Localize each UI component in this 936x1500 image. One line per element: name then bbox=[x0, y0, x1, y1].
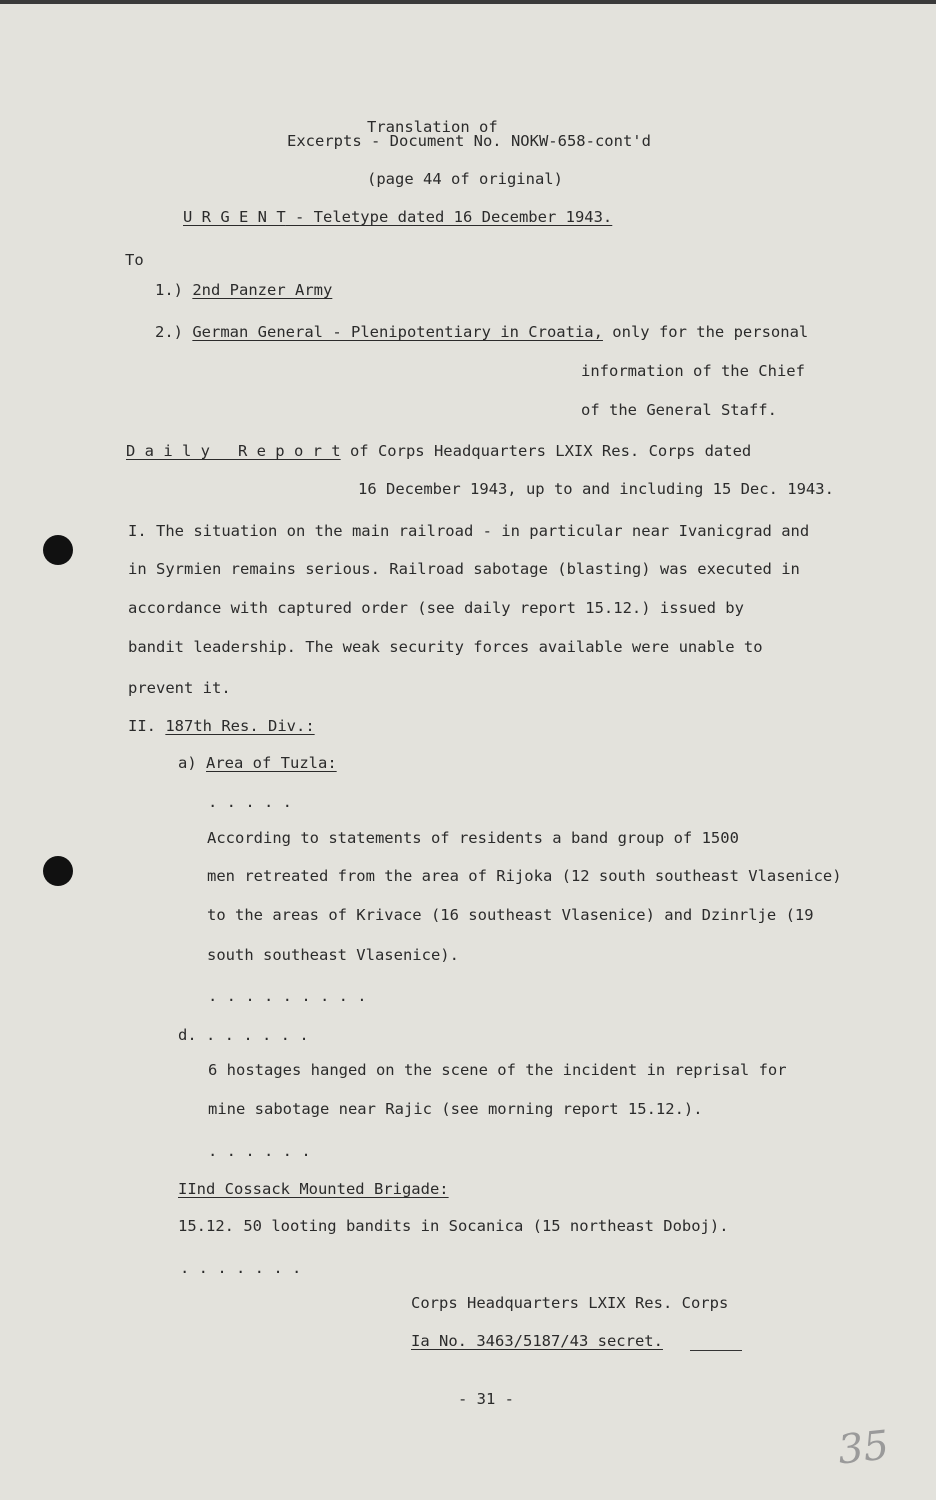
subsection-a-heading: Area of Tuzla: bbox=[206, 754, 337, 772]
addressee-1-name: 2nd Panzer Army bbox=[192, 281, 333, 299]
addressee-1-number: 1.) bbox=[155, 281, 183, 299]
scan-top-edge bbox=[0, 0, 936, 4]
page-number: - 31 - bbox=[458, 1390, 514, 1408]
daily-report-line bbox=[126, 441, 751, 461]
ellipsis-dots: . . . . . . . bbox=[180, 1259, 302, 1277]
ellipsis-dots: . . . . . . bbox=[208, 1142, 311, 1160]
section1-line: I. The situation on the main railroad - in particular near Ivanicgrad and bbox=[128, 522, 810, 540]
urgent-label: U R G E N T bbox=[183, 208, 286, 226]
section2-number: II. bbox=[128, 717, 156, 735]
section1-line: prevent it. bbox=[128, 679, 231, 697]
section1-line: in Syrmien remains serious. Railroad sabotage (blasting) was executed in bbox=[128, 560, 800, 578]
tuzla-paragraph-line: According to statements of residents a band group of 1500 bbox=[207, 829, 739, 847]
addressee-2-line3: of the General Staff. bbox=[581, 401, 777, 419]
section1-line: bandit leadership. The weak security forces available were unable to bbox=[128, 638, 763, 656]
section2-heading-line bbox=[128, 716, 315, 736]
daily-report-period: 16 December 1943, up to and including 15 Dec. 1943. bbox=[358, 480, 834, 498]
handwritten-page-number: 35 bbox=[835, 1422, 892, 1474]
tuzla-paragraph-line: men retreated from the area of Rijoka (12 south southeast Vlasenice) bbox=[207, 867, 842, 885]
section2-heading: 187th Res. Div.: bbox=[165, 717, 315, 735]
urgent-line bbox=[183, 207, 612, 227]
signature-underline bbox=[690, 1350, 742, 1351]
to-label: To bbox=[125, 251, 144, 269]
page-reference: (page 44 of original) bbox=[367, 170, 563, 188]
cossack-brigade-entry: 15.12. 50 looting bandits in Socanica (15 northeast Doboj). bbox=[178, 1217, 729, 1235]
addressee-2-line2: information of the Chief bbox=[581, 362, 805, 380]
section1-line: accordance with captured order (see daily report 15.12.) issued by bbox=[128, 599, 744, 617]
subsection-d: d. . . . . . . bbox=[178, 1026, 309, 1044]
addressee-2-rest: only for the personal bbox=[602, 323, 809, 341]
daily-report-label: D a i l y R e p o r t bbox=[126, 442, 341, 460]
subsection-a-line bbox=[178, 753, 337, 773]
tuzla-paragraph-line: to the areas of Krivace (16 southeast Vlasenice) and Dzinrlje (19 bbox=[207, 906, 814, 924]
signature-line-1: Corps Headquarters LXIX Res. Corps bbox=[411, 1294, 729, 1312]
tuzla-paragraph-line: south southeast Vlasenice). bbox=[207, 946, 459, 964]
document-excerpts-title: Excerpts - Document No. NOKW-658-cont'd bbox=[287, 132, 651, 150]
translation-of: Translation of bbox=[367, 118, 498, 136]
signature-line-2: Ia No. 3463/5187/43 secret. bbox=[411, 1332, 663, 1350]
ellipsis-dots: . . . . . bbox=[208, 793, 292, 811]
addressee-1 bbox=[155, 280, 332, 300]
addressee-2 bbox=[155, 322, 808, 342]
addressee-2-number: 2.) bbox=[155, 323, 183, 341]
hostages-line: mine sabotage near Rajic (see morning report 15.12.). bbox=[208, 1100, 703, 1118]
teletype-date: - Teletype dated 16 December 1943. bbox=[285, 208, 613, 226]
hostages-line: 6 hostages hanged on the scene of the incident in reprisal for bbox=[208, 1061, 787, 1079]
subsection-a-letter: a) bbox=[178, 754, 197, 772]
cossack-brigade-heading: IInd Cossack Mounted Brigade: bbox=[178, 1180, 449, 1198]
addressee-2-name: German General - Plenipotentiary in Croatia, bbox=[192, 323, 603, 341]
ellipsis-dots: . . . . . . . . . bbox=[208, 987, 367, 1005]
punch-hole-bottom bbox=[43, 856, 73, 886]
punch-hole-top bbox=[43, 535, 73, 565]
daily-report-rest: of Corps Headquarters LXIX Res. Corps dated bbox=[340, 442, 752, 460]
